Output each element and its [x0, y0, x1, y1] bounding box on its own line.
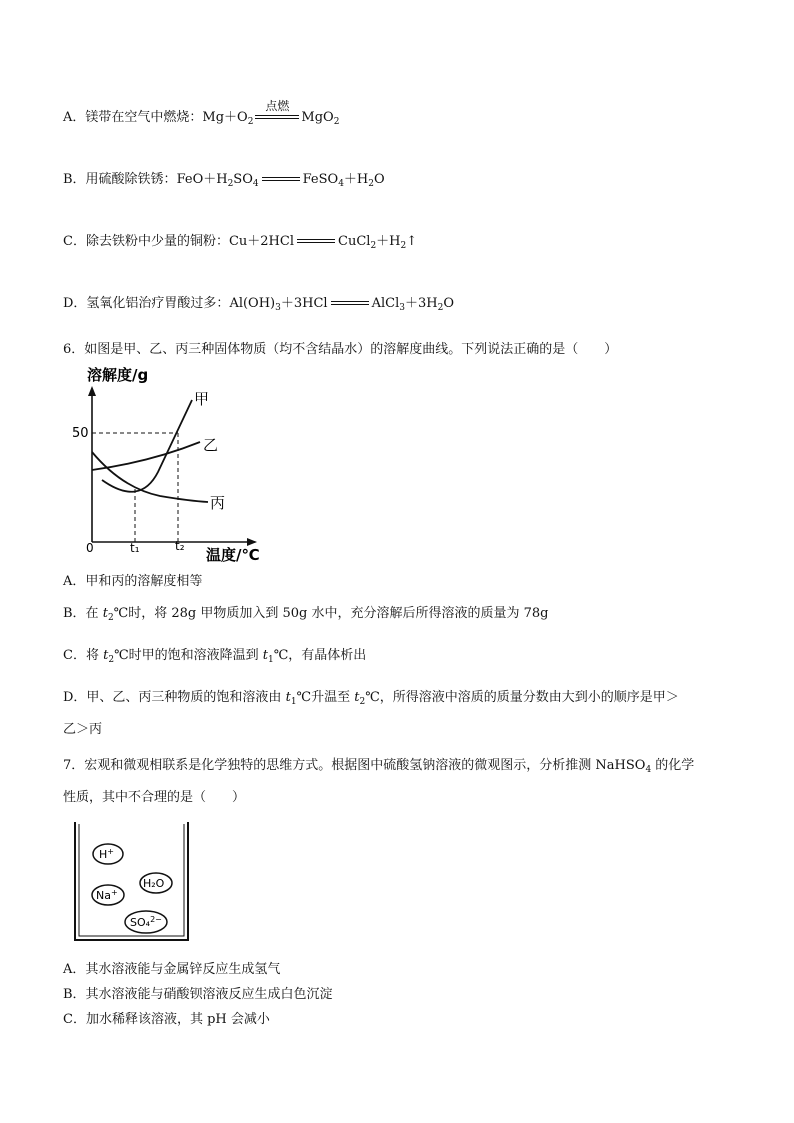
q7-option-b: B．其水溶液能与硝酸钡溶液反应生成白色沉淀	[63, 987, 333, 1002]
series-label-yi: 乙	[203, 436, 219, 454]
svg-text:Na+: Na+	[96, 888, 118, 902]
origin-label: 0	[86, 541, 94, 555]
q6-option-d: D．甲、乙、丙三种物质的饱和溶液由 $t_1℃$升温至 $t_2℃$，所得溶液中溶质的质量分数由大到小的顺序是甲＞	[63, 690, 679, 707]
q7-stem-line2: 性质，其中不合理的是（ ）	[63, 790, 246, 805]
q5-option-a: A．镁带在空气中燃烧：$Mg+O_2$ 点燃 MgO$_2$	[63, 98, 340, 127]
q7-stem-line1: 7．宏观和微观相联系是化学独特的思维方式。根据图中硫酸氢钠溶液的微观图示，分析推测 NaHSO$_4$ 的化学	[63, 758, 695, 775]
q6-option-a: A．甲和丙的溶解度相等	[63, 574, 203, 589]
equals-sign	[262, 177, 300, 183]
equals-sign	[331, 301, 369, 307]
curve-bing	[92, 452, 208, 502]
svg-text:SO₄2−: SO₄$^{2-}$	[130, 915, 162, 929]
series-label-bing: 丙	[210, 494, 226, 512]
x-axis-arrow	[247, 538, 257, 546]
y-axis-label: 溶解度/g	[87, 366, 149, 384]
q6-option-c: C．将 $t_2℃$时甲的饱和溶液降温到 $t_1℃$，有晶体析出	[63, 648, 367, 665]
beaker-diagram	[70, 820, 195, 945]
reaction-condition-sign: 点燃	[255, 114, 299, 122]
q5-option-d: D．氢氧化铝治疗胃酸过多：$Al(OH)_3+3HCl$ $AlCl_3+3H_2O$	[63, 296, 454, 313]
q6-option-b: B．在 $t_2℃$时，将 28g 甲物质加入到 50g 水中，充分溶解后所得溶液的质量为 78g	[63, 606, 549, 623]
svg-text:H+: H+	[99, 847, 114, 861]
q7-option-a: A．其水溶液能与金属锌反应生成氢气	[63, 962, 281, 977]
q5-option-c: C．除去铁粉中少量的铜粉：Cu＋2HCl $CuCl_2+H_2↑$	[63, 234, 418, 251]
q5-option-b: B．用硫酸除铁锈：$FeO+H_2SO_4$ $FeSO_4+H_2O$	[63, 172, 385, 189]
y-axis-arrow	[88, 386, 96, 396]
q7-option-c: C．加水稀释该溶液，其 pH 会减小	[63, 1012, 270, 1027]
solubility-chart	[60, 362, 275, 570]
curve-yi	[92, 442, 200, 470]
y-tick-50: 50	[72, 426, 89, 441]
equals-sign	[297, 239, 335, 245]
x-tick-t1: t₁	[130, 541, 140, 555]
x-tick-t2: t₂	[175, 539, 185, 553]
q6-option-d-cont: 乙＞丙	[63, 722, 103, 737]
q6-stem: 6．如图是甲、乙、丙三种固体物质（均不含结晶水）的溶解度曲线。下列说法正确的是（ ）	[63, 342, 618, 357]
svg-text:H₂O: H₂O	[143, 877, 165, 890]
series-label-jia: 甲	[194, 390, 210, 408]
x-axis-label: 温度/℃	[206, 546, 260, 564]
